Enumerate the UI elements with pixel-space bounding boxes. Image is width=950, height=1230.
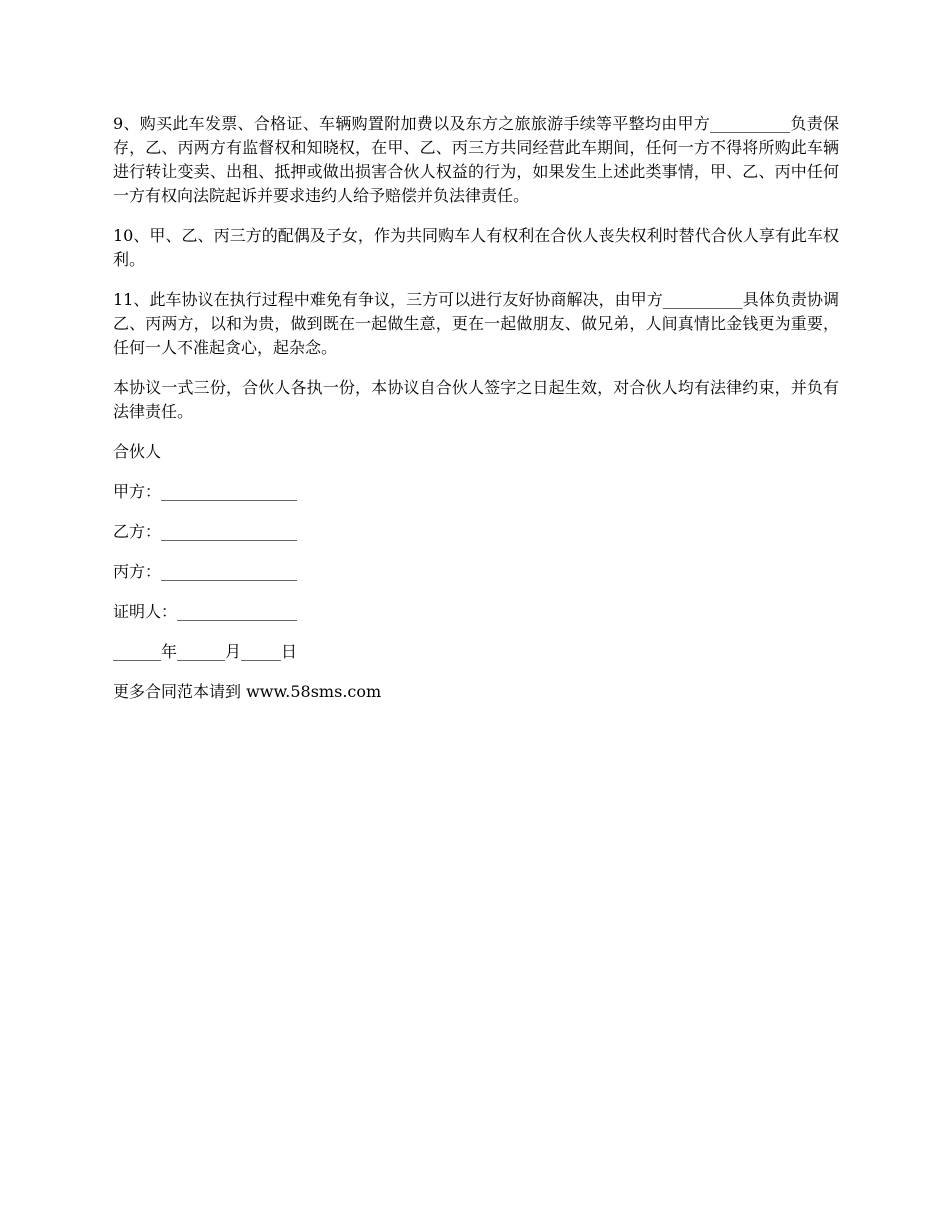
party-c-signature-line: 丙方：_________________ (113, 562, 298, 581)
party-a-signature-line: 甲方：_________________ (113, 482, 298, 501)
footer-note: 更多合同范本请到 www.58sms.com (113, 682, 382, 701)
witness-signature-line: 证明人：_______________ (113, 602, 298, 621)
signature-heading: 合伙人 (113, 442, 162, 461)
clause-9: 9、购买此车发票、合格证、车辆购置附加费以及东方之旅旅游手续等平整均由甲方__________负责保存，乙、丙两方有监督权和知晓权，在甲、乙、丙三方共同经营此车期间，任何一方不得将所购此车辆进行转让变卖、出租、抵押或做出损害合伙人权益的行为，如果发生上述此类事情，甲、乙、丙中任何一方有权向法院起诉并要求违约人给予赔偿并负法律责任。 (113, 114, 839, 205)
date-line: ______年______月_____日 (113, 642, 298, 661)
document-page (113, 112, 839, 720)
clause-10: 10、甲、乙、丙三方的配偶及子女，作为共同购车人有权利在合伙人丧失权利时替代合伙人享有此车权利。 (113, 226, 839, 269)
agreement-copies-clause: 本协议一式三份，合伙人各执一份，本协议自合伙人签字之日起生效，对合伙人均有法律约束，并负有法律责任。 (113, 378, 839, 421)
party-b-signature-line: 乙方：_________________ (113, 522, 298, 541)
clause-11: 11、此车协议在执行过程中难免有争议，三方可以进行友好协商解决，由甲方__________具体负责协调乙、丙两方，以和为贵，做到既在一起做生意，更在一起做朋友、做兄弟，人间真情比金钱更为重要，任何一人不准起贪心，起杂念。 (113, 290, 839, 357)
